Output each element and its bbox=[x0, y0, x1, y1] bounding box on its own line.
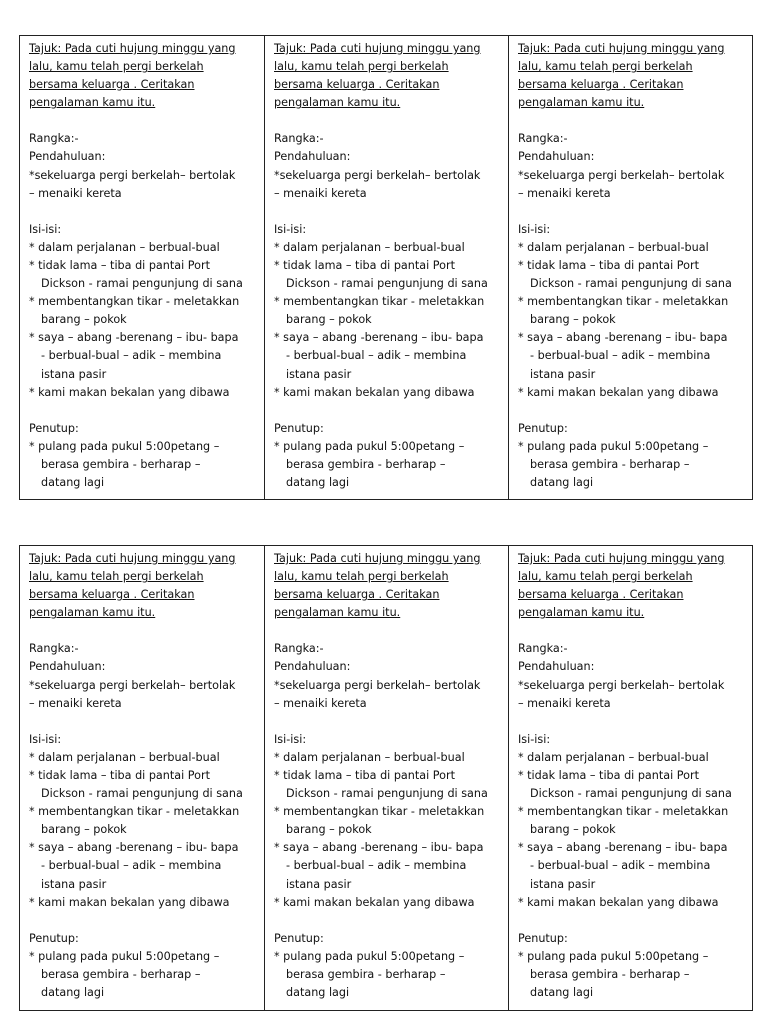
pendahuluan-line: *sekeluarga pergi berkelah– bertolak bbox=[29, 678, 236, 692]
isi-item-cont: istana pasir bbox=[41, 877, 107, 891]
pendahuluan-line: – menaiki kereta bbox=[518, 696, 611, 710]
isi-item-cont: barang – pokok bbox=[530, 823, 616, 837]
title-line: bersama keluarga . Ceritakan bbox=[518, 588, 684, 602]
isi-item: * tidak lama – tiba di pantai Port bbox=[274, 258, 455, 272]
isi-item-cont: barang – pokok bbox=[286, 313, 372, 327]
isi-label: Isi-isi: bbox=[29, 732, 62, 746]
penutup-line: * pulang pada pukul 5:00petang – bbox=[29, 439, 220, 453]
penutup-label: Penutup: bbox=[29, 421, 79, 435]
penutup-line: berasa gembira - berharap – bbox=[286, 457, 446, 471]
pendahuluan-line: – menaiki kereta bbox=[274, 696, 367, 710]
pendahuluan-line: *sekeluarga pergi berkelah– bertolak bbox=[274, 678, 481, 692]
title-line: bersama keluarga . Ceritakan bbox=[274, 78, 440, 92]
pendahuluan-line: *sekeluarga pergi berkelah– bertolak bbox=[274, 168, 481, 182]
isi-item-cont: - berbual-bual – adik – membina bbox=[286, 859, 467, 873]
isi-item-cont: - berbual-bual – adik – membina bbox=[530, 349, 711, 363]
isi-item-cont: - berbual-bual – adik – membina bbox=[286, 349, 467, 363]
penutup-line: berasa gembira - berharap – bbox=[41, 967, 201, 981]
pendahuluan-line: *sekeluarga pergi berkelah– bertolak bbox=[518, 678, 725, 692]
isi-label: Isi-isi: bbox=[274, 222, 307, 236]
title-line: pengalaman kamu itu. bbox=[518, 96, 645, 110]
pendahuluan-line: *sekeluarga pergi berkelah– bertolak bbox=[518, 168, 725, 182]
isi-item: * membentangkan tikar - meletakkan bbox=[274, 805, 485, 819]
title-line: bersama keluarga . Ceritakan bbox=[518, 78, 684, 92]
isi-item-cont: barang – pokok bbox=[530, 313, 616, 327]
isi-item: * membentangkan tikar - meletakkan bbox=[29, 805, 240, 819]
pendahuluan-line: – menaiki kereta bbox=[29, 696, 122, 710]
title-line: lalu, kamu telah pergi berkelah bbox=[274, 60, 449, 74]
isi-item-cont: barang – pokok bbox=[286, 823, 372, 837]
isi-item: * saya – abang -berenang – ibu- bapa bbox=[29, 841, 239, 855]
pendahuluan-label: Pendahuluan: bbox=[274, 150, 351, 164]
isi-item-cont: Dickson - ramai pengunjung di sana bbox=[41, 787, 243, 801]
outline-card bbox=[20, 546, 265, 1010]
title-line: Tajuk: Pada cuti hujung minggu yang bbox=[274, 42, 481, 55]
isi-label: Isi-isi: bbox=[274, 732, 307, 746]
penutup-line: * pulang pada pukul 5:00petang – bbox=[274, 949, 465, 963]
isi-item-cont: Dickson - ramai pengunjung di sana bbox=[286, 277, 488, 291]
penutup-line: * pulang pada pukul 5:00petang – bbox=[518, 949, 709, 963]
outline-card bbox=[265, 546, 509, 1010]
isi-item: * tidak lama – tiba di pantai Port bbox=[518, 768, 699, 782]
penutup-line: datang lagi bbox=[41, 475, 105, 489]
title-line: bersama keluarga . Ceritakan bbox=[29, 78, 195, 92]
penutup-label: Penutup: bbox=[29, 931, 79, 945]
isi-item-cont: Dickson - ramai pengunjung di sana bbox=[530, 277, 732, 291]
penutup-line: berasa gembira - berharap – bbox=[41, 457, 201, 471]
penutup-label: Penutup: bbox=[518, 931, 568, 945]
title-line: bersama keluarga . Ceritakan bbox=[274, 588, 440, 602]
isi-item: * tidak lama – tiba di pantai Port bbox=[29, 768, 210, 782]
isi-item-cont: istana pasir bbox=[530, 877, 596, 891]
pendahuluan-line: – menaiki kereta bbox=[29, 186, 122, 200]
isi-item-cont: barang – pokok bbox=[41, 313, 127, 327]
isi-item-cont: istana pasir bbox=[286, 877, 352, 891]
pendahuluan-line: – menaiki kereta bbox=[518, 186, 611, 200]
isi-item: * tidak lama – tiba di pantai Port bbox=[274, 768, 455, 782]
title-line: pengalaman kamu itu. bbox=[274, 96, 401, 110]
isi-item: * tidak lama – tiba di pantai Port bbox=[518, 258, 699, 272]
isi-item: * kami makan bekalan yang dibawa bbox=[29, 385, 230, 399]
penutup-line: berasa gembira - berharap – bbox=[530, 457, 690, 471]
pendahuluan-label: Pendahuluan: bbox=[518, 660, 595, 674]
isi-item-cont: - berbual-bual – adik – membina bbox=[41, 349, 222, 363]
isi-item-cont: Dickson - ramai pengunjung di sana bbox=[41, 277, 243, 291]
title-line: pengalaman kamu itu. bbox=[518, 606, 645, 620]
penutup-line: datang lagi bbox=[41, 985, 105, 999]
isi-item: * dalam perjalanan – berbual-bual bbox=[274, 240, 465, 254]
penutup-label: Penutup: bbox=[274, 931, 324, 945]
isi-label: Isi-isi: bbox=[29, 222, 62, 236]
penutup-line: datang lagi bbox=[286, 985, 350, 999]
penutup-line: datang lagi bbox=[530, 985, 594, 999]
penutup-line: datang lagi bbox=[530, 475, 594, 489]
isi-item: * tidak lama – tiba di pantai Port bbox=[29, 258, 210, 272]
title-line: pengalaman kamu itu. bbox=[29, 96, 156, 110]
pendahuluan-label: Pendahuluan: bbox=[274, 660, 351, 674]
penutup-line: * pulang pada pukul 5:00petang – bbox=[274, 439, 465, 453]
isi-item: * dalam perjalanan – berbual-bual bbox=[29, 750, 220, 764]
title-line: bersama keluarga . Ceritakan bbox=[29, 588, 195, 602]
title-line: lalu, kamu telah pergi berkelah bbox=[274, 570, 449, 584]
isi-item: * kami makan bekalan yang dibawa bbox=[518, 895, 719, 909]
outline-card bbox=[509, 36, 754, 499]
pendahuluan-line: *sekeluarga pergi berkelah– bertolak bbox=[29, 168, 236, 182]
title-line: Tajuk: Pada cuti hujung minggu yang bbox=[29, 552, 236, 565]
isi-item: * saya – abang -berenang – ibu- bapa bbox=[274, 841, 484, 855]
pendahuluan-label: Pendahuluan: bbox=[29, 660, 106, 674]
isi-item: * membentangkan tikar - meletakkan bbox=[518, 295, 729, 309]
title-line: lalu, kamu telah pergi berkelah bbox=[518, 60, 693, 74]
title-line: lalu, kamu telah pergi berkelah bbox=[29, 570, 204, 584]
pendahuluan-label: Pendahuluan: bbox=[29, 150, 106, 164]
isi-item-cont: barang – pokok bbox=[41, 823, 127, 837]
isi-item-cont: istana pasir bbox=[41, 367, 107, 381]
isi-item: * membentangkan tikar - meletakkan bbox=[518, 805, 729, 819]
rangka-label: Rangka:- bbox=[518, 132, 568, 146]
isi-item: * dalam perjalanan – berbual-bual bbox=[274, 750, 465, 764]
isi-item: * saya – abang -berenang – ibu- bapa bbox=[518, 331, 728, 345]
rangka-label: Rangka:- bbox=[29, 642, 79, 656]
isi-item: * dalam perjalanan – berbual-bual bbox=[518, 750, 709, 764]
isi-item: * saya – abang -berenang – ibu- bapa bbox=[29, 331, 239, 345]
title-line: lalu, kamu telah pergi berkelah bbox=[29, 60, 204, 74]
title-line: Tajuk: Pada cuti hujung minggu yang bbox=[274, 552, 481, 565]
penutup-line: berasa gembira - berharap – bbox=[530, 967, 690, 981]
isi-item: * dalam perjalanan – berbual-bual bbox=[29, 240, 220, 254]
worksheet-grid-bottom bbox=[19, 545, 753, 1011]
penutup-label: Penutup: bbox=[518, 421, 568, 435]
rangka-label: Rangka:- bbox=[518, 642, 568, 656]
title-line: Tajuk: Pada cuti hujung minggu yang bbox=[29, 42, 236, 55]
isi-item: * membentangkan tikar - meletakkan bbox=[274, 295, 485, 309]
isi-item-cont: istana pasir bbox=[530, 367, 596, 381]
isi-item: * kami makan bekalan yang dibawa bbox=[274, 385, 475, 399]
isi-item-cont: istana pasir bbox=[286, 367, 352, 381]
outline-card bbox=[265, 36, 509, 499]
isi-item-cont: Dickson - ramai pengunjung di sana bbox=[286, 787, 488, 801]
isi-item-cont: - berbual-bual – adik – membina bbox=[41, 859, 222, 873]
penutup-label: Penutup: bbox=[274, 421, 324, 435]
penutup-line: berasa gembira - berharap – bbox=[286, 967, 446, 981]
title-line: pengalaman kamu itu. bbox=[274, 606, 401, 620]
rangka-label: Rangka:- bbox=[274, 642, 324, 656]
isi-item-cont: Dickson - ramai pengunjung di sana bbox=[530, 787, 732, 801]
worksheet-grid-top bbox=[19, 35, 753, 500]
rangka-label: Rangka:- bbox=[29, 132, 79, 146]
title-line: pengalaman kamu itu. bbox=[29, 606, 156, 620]
isi-label: Isi-isi: bbox=[518, 732, 551, 746]
isi-item: * kami makan bekalan yang dibawa bbox=[518, 385, 719, 399]
isi-item: * saya – abang -berenang – ibu- bapa bbox=[274, 331, 484, 345]
rangka-label: Rangka:- bbox=[274, 132, 324, 146]
title-line: Tajuk: Pada cuti hujung minggu yang bbox=[518, 552, 725, 565]
penutup-line: * pulang pada pukul 5:00petang – bbox=[29, 949, 220, 963]
outline-card bbox=[20, 36, 265, 499]
isi-item: * saya – abang -berenang – ibu- bapa bbox=[518, 841, 728, 855]
title-line: lalu, kamu telah pergi berkelah bbox=[518, 570, 693, 584]
isi-item: * kami makan bekalan yang dibawa bbox=[29, 895, 230, 909]
isi-item: * membentangkan tikar - meletakkan bbox=[29, 295, 240, 309]
penutup-line: datang lagi bbox=[286, 475, 350, 489]
isi-item: * kami makan bekalan yang dibawa bbox=[274, 895, 475, 909]
pendahuluan-label: Pendahuluan: bbox=[518, 150, 595, 164]
title-line: Tajuk: Pada cuti hujung minggu yang bbox=[518, 42, 725, 55]
outline-card bbox=[509, 546, 754, 1010]
pendahuluan-line: – menaiki kereta bbox=[274, 186, 367, 200]
isi-label: Isi-isi: bbox=[518, 222, 551, 236]
isi-item: * dalam perjalanan – berbual-bual bbox=[518, 240, 709, 254]
penutup-line: * pulang pada pukul 5:00petang – bbox=[518, 439, 709, 453]
isi-item-cont: - berbual-bual – adik – membina bbox=[530, 859, 711, 873]
